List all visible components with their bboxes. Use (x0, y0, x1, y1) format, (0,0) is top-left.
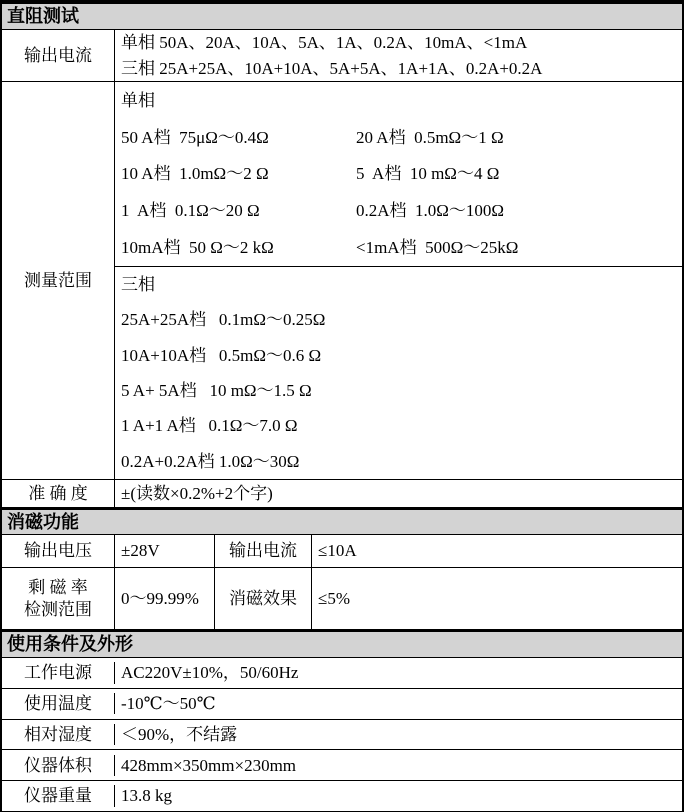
row-accuracy (2, 480, 682, 508)
row-value (115, 693, 682, 714)
range-line: 1 A+1 A档 0.1Ω～7.0 Ω (121, 416, 298, 436)
value-text: ＜90%，不结露 (121, 724, 238, 744)
conditions-rows (2, 658, 682, 811)
range-subtitle: 三相 (121, 275, 155, 295)
value-text: 13.8 kg (121, 786, 172, 806)
row-operating-temperature (2, 689, 682, 720)
label-text: 检测范围 (24, 599, 92, 619)
section-header-conditions (2, 630, 682, 658)
accuracy-text: ±(读数×0.2%+2个字) (121, 483, 273, 503)
row-value (115, 785, 682, 806)
range-entry: 1 A档 0.1Ω～20 Ω (121, 201, 260, 221)
section-header-demagnetization (2, 508, 682, 535)
range-line: 10A+10A档 0.5mΩ～0.6 Ω (121, 345, 322, 365)
value-text: AC220V±10%，50/60Hz (121, 663, 299, 683)
output-current-single-phase: 单相 50A、20A、10A、5A、1A、0.2A、10mA、<1mA (121, 32, 528, 52)
label-text: 仪器重量 (24, 786, 92, 806)
label-text: 工作电源 (24, 663, 92, 683)
output-current-demag-value (312, 535, 682, 567)
label-text: 输出电压 (24, 541, 92, 561)
row-output-current (2, 30, 682, 82)
row-label-output-voltage (2, 535, 115, 567)
row-residual-magnetism (2, 568, 682, 630)
range-line (121, 200, 682, 221)
section-title: 消磁功能 (7, 511, 79, 532)
row-relative-humidity (2, 720, 682, 751)
value-text: 428mm×350mm×230mm (121, 755, 297, 775)
row-instrument-volume (2, 750, 682, 781)
row-label-output-current-demag (215, 535, 312, 567)
section-header-dc-resistance (2, 4, 682, 30)
row-label-residual-magnetism (2, 568, 115, 629)
value-text: ≤5% (318, 588, 350, 608)
range-entry: 50 A档 75μΩ～0.4Ω (121, 127, 269, 147)
row-instrument-weight (2, 781, 682, 811)
row-value (115, 755, 682, 776)
row-label (2, 785, 115, 806)
row-label-output-current (2, 30, 115, 81)
output-current-three-phase: 三相 25A+25A、10A+10A、5A+5A、1A+1A、0.2A+0.2A (121, 58, 543, 78)
row-demag-voltage-current (2, 535, 682, 568)
label-text: 输出电流 (229, 541, 297, 561)
range-line (121, 237, 682, 258)
range-entry: 10mA档 50 Ω～2 kΩ (121, 237, 274, 257)
range-entry: <1mA档 500Ω～25kΩ (356, 237, 519, 257)
row-label (2, 693, 115, 714)
range-line (121, 163, 682, 184)
output-voltage-value (115, 535, 215, 567)
measure-range-values (115, 82, 682, 479)
row-measure-range (2, 82, 682, 480)
measure-range-single-phase (115, 82, 682, 267)
range-line (121, 127, 682, 148)
value-text: -10℃～50℃ (121, 694, 216, 714)
label-text: 测量范围 (24, 270, 92, 290)
residual-range-value (115, 568, 215, 629)
label-text: 准 确 度 (28, 483, 88, 503)
accuracy-value (115, 480, 682, 507)
range-line: 0.2A+0.2A档 1.0Ω～30Ω (121, 451, 300, 471)
range-entry: 5 A档 10 mΩ～4 Ω (356, 164, 500, 184)
label-text: 输出电流 (24, 45, 92, 65)
range-line: 25A+25A档 0.1mΩ～0.25Ω (121, 310, 326, 330)
value-text: ≤10A (318, 541, 357, 561)
row-label (2, 724, 115, 745)
value-text: 0～99.99% (121, 588, 199, 608)
range-line: 5 A+ 5A档 10 mΩ～1.5 Ω (121, 381, 312, 401)
row-label-accuracy (2, 480, 115, 507)
section-title: 使用条件及外形 (7, 634, 133, 655)
row-label-demag-effect (215, 568, 312, 629)
range-entry: 10 A档 1.0mΩ～2 Ω (121, 164, 269, 184)
row-power-supply (2, 658, 682, 689)
label-text: 相对湿度 (24, 724, 92, 744)
range-entry: 20 A档 0.5mΩ～1 Ω (356, 127, 504, 147)
range-entry: 0.2A档 1.0Ω～100Ω (356, 201, 505, 221)
range-subtitle: 单相 (121, 90, 155, 110)
row-label (2, 755, 115, 776)
demag-effect-value (312, 568, 682, 629)
row-label-measure-range (2, 82, 115, 479)
row-value (115, 662, 682, 683)
label-text: 剩 磁 率 (28, 578, 88, 598)
row-value (115, 724, 682, 745)
label-text: 仪器体积 (24, 755, 92, 775)
measure-range-three-phase (115, 267, 682, 479)
value-text: ±28V (121, 541, 160, 561)
label-text: 消磁效果 (229, 588, 297, 608)
section-title: 直阻测试 (7, 6, 79, 27)
row-label (2, 662, 115, 683)
label-text: 使用温度 (24, 694, 92, 714)
output-current-values (115, 30, 682, 81)
